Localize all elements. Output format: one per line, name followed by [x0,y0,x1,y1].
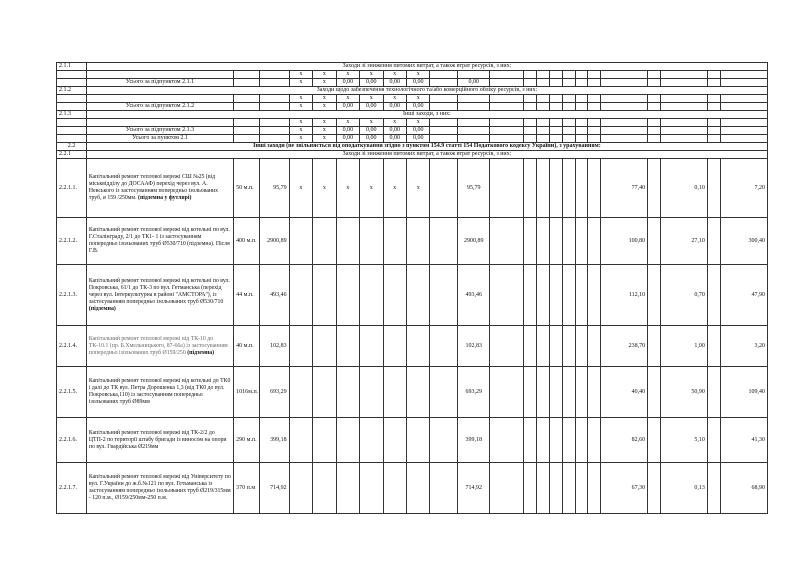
empty-cell [524,218,537,265]
empty-cell [537,159,550,218]
empty-cell [707,418,720,463]
item-total: 714,92 [259,463,289,514]
item-a: 40,40 [601,367,648,418]
section-row-2-1-2: 2.1.2 Заходи щодо забезпечення технологічного та/або комерційного обліку ресурсів, з них: [57,87,768,95]
item-code: 2.2.1.3. [57,265,87,326]
x-cell [406,463,429,514]
x-cell [383,418,406,463]
empty-cell [588,218,601,265]
empty-cell [648,326,661,367]
item-description-text: Капітальний ремонт теплової мережі від котельні по вул. Покровська, 61/1 до ТК-3 по вул. Гетманська (перехід через вул. Інтеркультурна в районі "АМСТОРА"), із застосуванням попередньо ізольованих труб Ø530/710 [88,277,230,305]
empty-cell [430,159,458,218]
budget-table [56,62,768,514]
x-cell [336,265,359,326]
x-cell [360,218,383,265]
item-quantity: 50 м.п. [234,159,260,218]
item-description-text: Капітальний ремонт теплової мережі від ТК-2/2 до ЦТП-2 по території штабу бригади із виносом на опори по вул. Гвардійська Ø219мм [88,429,227,450]
item-value: 102,83 [458,326,490,367]
item-b: 27,10 [660,218,707,265]
empty-cell [430,418,458,463]
item-a: 100,80 [601,218,648,265]
item-value: 2900,89 [458,218,490,265]
item-a: 77,40 [601,159,648,218]
empty-cell [588,367,601,418]
empty-cell [549,463,562,514]
subtotal-row-2-1: Усього за пунктом 2.1 x x 0,00 0,00 0,00 0,00 [57,135,768,143]
item-description-bold: (підземна) [88,305,116,312]
table-row [57,367,768,418]
item-c: 300,40 [720,218,767,265]
empty-cell [430,326,458,367]
empty-cell [549,159,562,218]
table-row [57,218,768,265]
item-quantity: 1016м.п. [234,367,260,418]
empty-cell [648,159,661,218]
x-cell [360,418,383,463]
x-cell [313,265,336,326]
empty-cell [588,463,601,514]
item-total: 693,29 [259,367,289,418]
item-quantity: 290 м.п. [234,418,260,463]
item-description-text: Капітальний ремонт теплової мережі від Університету по вул. Г.України до ж.б.№121 по вул. Гетьманська із застосуванням попередньо ізольованих труб Ø219/315мм - 120 п.м., Ø159/250мм-250 п.м. [88,474,231,501]
subtotal-label: Усього за підпунктом 2.1.1 [86,79,233,87]
section-row-2-2: 2.2 Інші заходи (не звільняється від оподаткування згідно з пунктом 154.9 статті 154 Податкового кодексу України), з урахуванням: [57,143,768,151]
empty-cell [524,418,537,463]
item-code: 2.2.1.1. [57,159,87,218]
item-b: 1,00 [660,326,707,367]
item-quantity: 370 п.м [234,463,260,514]
subtotal-row-2-1-3: Усього за підпунктом 2.1.3 x x 0,00 0,00 0,00 0,00 [57,127,768,135]
empty-cell [524,367,537,418]
empty-cell [549,218,562,265]
x-cell [383,265,406,326]
item-a: 238,70 [601,326,648,367]
empty-cell [575,159,588,218]
item-total: 493,46 [259,265,289,326]
x-cell [313,463,336,514]
empty-cell [537,367,550,418]
empty-cell [648,265,661,326]
table-row [57,265,768,326]
empty-cell [575,326,588,367]
empty-cell [537,463,550,514]
x-cell [383,463,406,514]
x-cell: x [313,159,336,218]
item-code: 2.2.1.5. [57,367,87,418]
empty-cell [707,265,720,326]
section-row-2-1-3: 2.1.3 Інші заходи, з них: [57,111,768,119]
empty-cell [575,463,588,514]
empty-cell [537,326,550,367]
x-cell [406,218,429,265]
item-description-text: Капітальний ремонт теплової мережі від ТК-10 до ТК-10.1 (пр. Б.Хмельницького, 87-66а) із застосуванням попередньо ізольованих труб Ø159/250 [88,335,228,356]
empty-cell [549,367,562,418]
item-description [86,367,233,418]
x-cell [360,367,383,418]
empty-cell [575,367,588,418]
item-code: 2.2.1.6. [57,418,87,463]
x-cell [336,463,359,514]
item-total: 102,83 [259,326,289,367]
x-cell [360,326,383,367]
x-cell [289,367,312,418]
empty-cell [430,218,458,265]
empty-cell [588,159,601,218]
x-row: x x x x x x [57,71,768,79]
empty-cell [490,265,524,326]
table-row [57,418,768,463]
table-row [57,159,768,218]
empty-cell [562,326,575,367]
x-cell [313,218,336,265]
empty-cell [562,418,575,463]
item-b: 5,10 [660,418,707,463]
empty-cell [524,326,537,367]
x-cell [289,463,312,514]
empty-cell [524,463,537,514]
empty-cell [707,463,720,514]
x-cell [383,367,406,418]
empty-cell [549,326,562,367]
item-quantity: 40 м.п. [234,326,260,367]
empty-cell [575,218,588,265]
item-b: 50,90 [660,367,707,418]
item-quantity: 400 м.п. [234,218,260,265]
x-cell [336,326,359,367]
empty-cell [430,463,458,514]
item-a: 112,10 [601,265,648,326]
x-cell [289,265,312,326]
item-c: 3,20 [720,326,767,367]
item-description-text: Капітальний ремонт теплової мережі СШ №25 (від міськвідділу до ДОСААФ) перехід через вул. А. Невського із застосуванням попередньо ізольованих труб, ø 159 /250мм. [88,174,219,201]
empty-cell [588,326,601,367]
item-value: 399,18 [458,418,490,463]
x-cell: x [289,159,312,218]
empty-cell [549,265,562,326]
x-cell [313,326,336,367]
item-description-text: Капітальний ремонт теплової мережі від котельні по вул. Г.Сталінграду, 2/1 до ТК1- 1 із застосуванням попередньо ізольованих труб Ø530/710 (підземна). Після Г.В. [88,227,230,254]
empty-cell [588,418,601,463]
x-cell [406,367,429,418]
section-row-2-1-1 [57,63,768,71]
items-body [57,159,768,514]
x-cell [336,218,359,265]
empty-cell [490,463,524,514]
item-value: 493,46 [458,265,490,326]
item-b: 0,13 [660,463,707,514]
empty-cell [648,418,661,463]
empty-cell [490,159,524,218]
empty-cell [707,367,720,418]
empty-cell [524,265,537,326]
empty-cell [430,265,458,326]
item-b: 0,10 [660,159,707,218]
empty-cell [537,418,550,463]
empty-cell [707,218,720,265]
empty-cell [648,218,661,265]
x-cell [383,218,406,265]
empty-cell [562,265,575,326]
x-cell [289,218,312,265]
x-cell [313,367,336,418]
item-description [86,418,233,463]
empty-cell [575,265,588,326]
item-description [86,463,233,514]
item-a: 82,60 [601,418,648,463]
item-description-bold: (підземна) [187,349,215,356]
item-c: 68,90 [720,463,767,514]
empty-cell [490,326,524,367]
item-a: 67,30 [601,463,648,514]
x-cell: x [406,159,429,218]
x-cell [360,265,383,326]
x-cell [406,265,429,326]
empty-cell [430,367,458,418]
x-cell [289,418,312,463]
empty-cell [537,218,550,265]
empty-cell [588,265,601,326]
empty-cell [562,463,575,514]
empty-cell [707,326,720,367]
empty-cell [490,218,524,265]
empty-cell [562,159,575,218]
item-description [86,326,233,367]
empty-cell [549,418,562,463]
empty-cell [490,418,524,463]
item-c: 47,90 [720,265,767,326]
x-row: x x x x x x [57,119,768,127]
item-value: 714,92 [458,463,490,514]
item-code: 2.2.1.7. [57,463,87,514]
table-row [57,463,768,514]
item-description-text: Капітальний ремонт теплової мережі від котельні до ТК0 і далі до ТК вул. Петра Дорошенка 1,3 (від ТК0 до вул. Покровська,110) із застосуванням попередньо ізольованих труб Ø89мм [88,378,231,405]
subtotal-row-2-1-1: Усього за підпунктом 2.1.1 x x 0,00 0,00 0,00 0,00 0,00 [57,79,768,87]
empty-cell [490,367,524,418]
subtotal-row-2-1-2: Усього за підпунктом 2.1.2 x x 0,00 0,00 0,00 0,00 [57,103,768,111]
empty-cell [537,265,550,326]
item-code: 2.2.1.2. [57,218,87,265]
item-c: 109,40 [720,367,767,418]
empty-cell [648,367,661,418]
empty-cell [524,159,537,218]
item-c: 7,20 [720,159,767,218]
section-code: 2.1.1 [57,63,87,71]
x-cell [313,418,336,463]
table-row [57,326,768,367]
empty-cell [575,418,588,463]
item-code: 2.2.1.4. [57,326,87,367]
empty-cell [648,463,661,514]
empty-cell [707,159,720,218]
item-b: 0,70 [660,265,707,326]
empty-cell [562,367,575,418]
empty-cell [562,218,575,265]
section-title: Заходи зі зниження питомих витрат, а також втрат ресурсів, з них: [86,63,767,71]
x-row: x x x x x x [57,95,768,103]
item-total: 95,79 [259,159,289,218]
item-value: 95,79 [458,159,490,218]
x-cell: x [383,159,406,218]
item-value: 693,29 [458,367,490,418]
x-cell [289,326,312,367]
x-cell [406,326,429,367]
section-row-2-2-1: 2.2.1 Заходи зі зниження питомих витрат, а також втрат ресурсів, з них: [57,151,768,159]
item-total: 2900,89 [259,218,289,265]
x-cell [406,418,429,463]
x-cell [336,418,359,463]
item-quantity: 44 м.п. [234,265,260,326]
item-description [86,265,233,326]
item-c: 41,30 [720,418,767,463]
x-cell [383,326,406,367]
item-description [86,159,233,218]
x-cell: x [360,159,383,218]
x-cell [360,463,383,514]
item-total: 399,18 [259,418,289,463]
x-cell: x [336,159,359,218]
x-cell [336,367,359,418]
item-description [86,218,233,265]
item-description-bold: (підземна у футлярі) [138,195,192,201]
